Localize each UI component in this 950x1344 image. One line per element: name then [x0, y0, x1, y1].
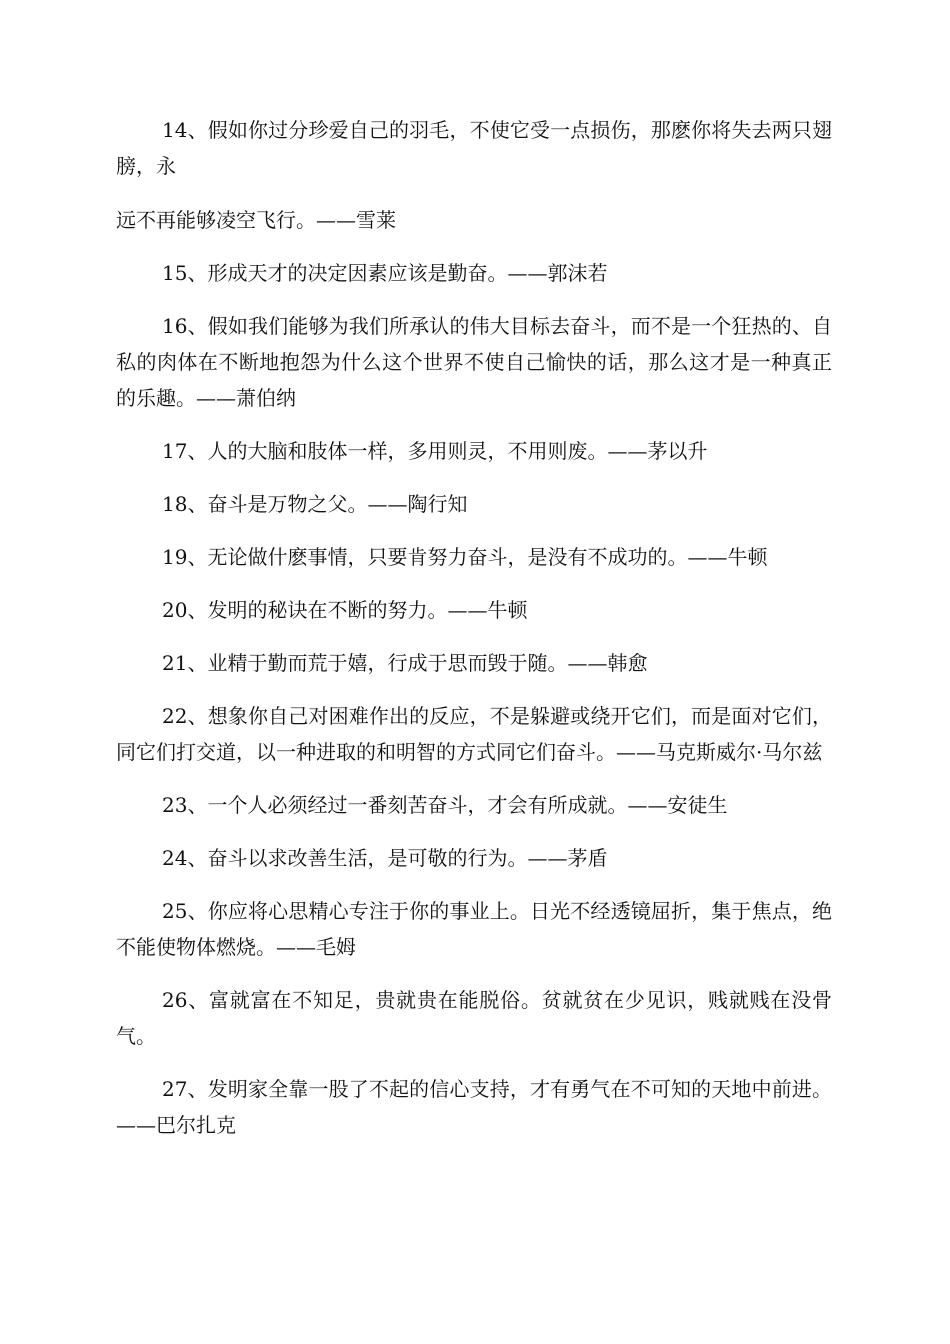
quote-paragraph: 24、奋斗以求改善生活，是可敬的行为。——茅盾: [162, 846, 608, 870]
quote-paragraph: 25、你应将心思精心专注于你的事业上。日光不经透镜屈折，集于焦点，绝不能使物体燃烧。——毛姆: [116, 899, 832, 959]
quote-paragraph: 26、富就富在不知足，贵就贵在能脱俗。贫就贫在少见识，贱就贱在没骨气。: [116, 988, 832, 1048]
quote-paragraph: 23、一个人必须经过一番刻苦奋斗，才会有所成就。——安徒生: [162, 793, 728, 817]
quote-paragraph: 17、人的大脑和肢体一样，多用则灵，不用则废。——茅以升: [162, 439, 708, 463]
quote-paragraph: 19、无论做什麽事情，只要肯努力奋斗，是没有不成功的。——牛顿: [162, 545, 768, 569]
quote-paragraph: 15、形成天才的决定因素应该是勤奋。——郭沫若: [162, 261, 608, 285]
quote-paragraph-continuation: 远不再能够凌空飞行。——雪莱: [116, 208, 396, 232]
quote-paragraph: 16、假如我们能够为我们所承认的伟大目标去奋斗，而不是一个狂热的、自私的肉体在不断地抱怨为什么这个世界不使自己愉快的话，那么这才是一种真正的乐趣。——萧伯纳: [116, 314, 832, 410]
quote-list: [116, 112, 832, 1160]
quote-paragraph: 27、发明家全靠一股了不起的信心支持，才有勇气在不可知的天地中前进。——巴尔扎克: [116, 1077, 832, 1137]
quote-paragraph: 20、发明的秘诀在不断的努力。——牛顿: [162, 598, 528, 622]
quote-paragraph: 14、假如你过分珍爱自己的羽毛，不使它受一点损伤，那麽你将失去两只翅膀，永: [116, 118, 832, 178]
quote-paragraph: 22、想象你自己对困难作出的反应，不是躲避或绕开它们，而是面对它们，同它们打交道，以一种进取的和明智的方式同它们奋斗。——马克斯威尔·马尔兹: [116, 704, 832, 764]
quote-paragraph: 18、奋斗是万物之父。——陶行知: [162, 492, 468, 516]
quote-paragraph: 21、业精于勤而荒于嬉，行成于思而毁于随。——韩愈: [162, 651, 648, 675]
